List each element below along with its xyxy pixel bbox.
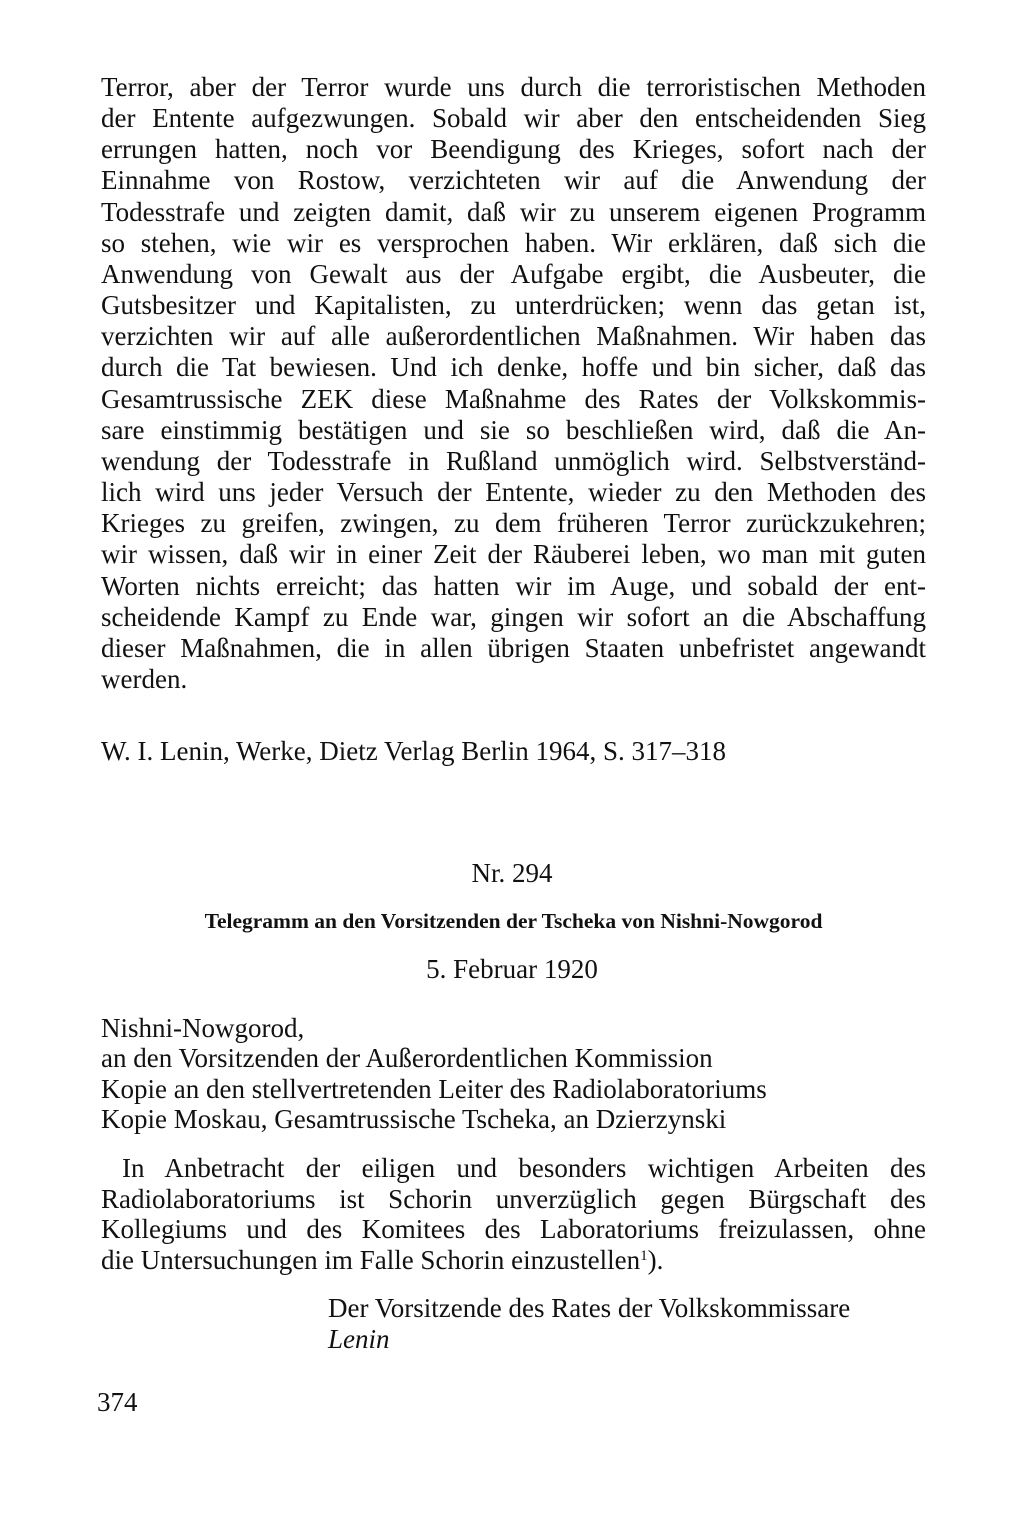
page-number: 374 bbox=[97, 1387, 138, 1417]
signature-name: Lenin bbox=[328, 1323, 390, 1354]
text-line: lich wird uns jeder Versuch der Entente, wieder zu den Methoden des bbox=[101, 477, 926, 508]
text-line-suffix: ). bbox=[647, 1245, 664, 1276]
text-line: durch die Tat bewiesen. Und ich denke, hoffe und bin sicher, daß das bbox=[101, 352, 926, 383]
text-line: werden. bbox=[101, 663, 188, 694]
address-line: Kopie an den stellvertretenden Leiter des Radiolaboratoriums bbox=[101, 1073, 767, 1104]
text-line: Kollegiums und des Komitees des Laboratoriums freizulassen, ohne bbox=[101, 1214, 926, 1245]
signature-role: Der Vorsitzende des Rates der Volkskommissare bbox=[328, 1293, 851, 1323]
address-line: Kopie Moskau, Gesamtrussische Tscheka, an Dzierzynski bbox=[101, 1103, 727, 1134]
text-line: wendung der Todesstrafe in Rußland unmöglich wird. Selbstverständ- bbox=[101, 445, 926, 476]
document-title: Telegramm an den Vorsitzenden der Tscheka von Nishni-Nowgorod bbox=[204, 909, 823, 933]
text-line: Krieges zu greifen, zwingen, zu dem früheren Terror zurückzukehren; bbox=[101, 508, 926, 539]
text-line: In Anbetracht der eiligen und besonders wichtigen Arbeiten des bbox=[122, 1153, 926, 1183]
text-line: Todesstrafe und zeigten damit, daß wir zu unserem eigenen Programm bbox=[101, 196, 926, 227]
text-line: errungen hatten, noch vor Beendigung des Krieges, sofort nach der bbox=[101, 134, 926, 165]
address-block bbox=[101, 1013, 767, 1134]
text-line: Gutsbesitzer und Kapitalisten, zu unterdrücken; wenn das getan ist, bbox=[101, 290, 926, 321]
address-line: an den Vorsitzenden der Außerordentlichen Kommission bbox=[101, 1043, 713, 1074]
main-paragraph bbox=[101, 72, 926, 695]
signature-block bbox=[328, 1293, 850, 1354]
text-line: Einnahme von Rostow, verzichteten wir auf die Anwendung der bbox=[101, 165, 926, 196]
document-number: Nr. 294 bbox=[471, 858, 553, 888]
text-line: Radiolaboratoriums ist Schorin unverzüglich gegen Bürgschaft des bbox=[101, 1183, 926, 1214]
text-line: scheidende Kampf zu Ende war, gingen wir sofort an die Abschaffung bbox=[101, 601, 926, 632]
text-line: wir wissen, daß wir in einer Zeit der Räuberei leben, wo man mit guten bbox=[101, 539, 926, 570]
text-line: sare einstimmig bestätigen und sie so beschließen wird, daß die An- bbox=[101, 414, 926, 445]
text-line: dieser Maßnahmen, die in allen übrigen Staaten unbefristet angewandt bbox=[101, 632, 926, 663]
address-line: Nishni-Nowgorod, bbox=[101, 1013, 305, 1043]
telegram-body bbox=[101, 1153, 926, 1276]
text-line: Terror, aber der Terror wurde uns durch die terroristischen Methoden bbox=[101, 72, 926, 102]
text-line: Worten nichts erreicht; das hatten wir im Auge, und sobald der ent- bbox=[101, 570, 926, 601]
source-citation: W. I. Lenin, Werke, Dietz Verlag Berlin 1964, S. 317–318 bbox=[101, 736, 726, 766]
footnote-marker[interactable]: 1 bbox=[640, 1248, 648, 1265]
text-line-last bbox=[101, 1245, 926, 1276]
text-line: der Entente aufgezwungen. Sobald wir aber den entscheidenden Sieg bbox=[101, 103, 926, 134]
document-date: 5. Februar 1920 bbox=[426, 954, 598, 984]
text-line: Gesamtrussische ZEK diese Maßnahme des Rates der Volkskommis- bbox=[101, 383, 926, 414]
text-line: verzichten wir auf alle außerordentlichen Maßnahmen. Wir haben das bbox=[101, 321, 926, 352]
text-line-content: die Untersuchungen im Falle Schorin einzustellen bbox=[101, 1245, 641, 1276]
text-line: Anwendung von Gewalt aus der Aufgabe ergibt, die Ausbeuter, die bbox=[101, 258, 926, 289]
text-line: so stehen, wie wir es versprochen haben. Wir erklären, daß sich die bbox=[101, 227, 926, 258]
